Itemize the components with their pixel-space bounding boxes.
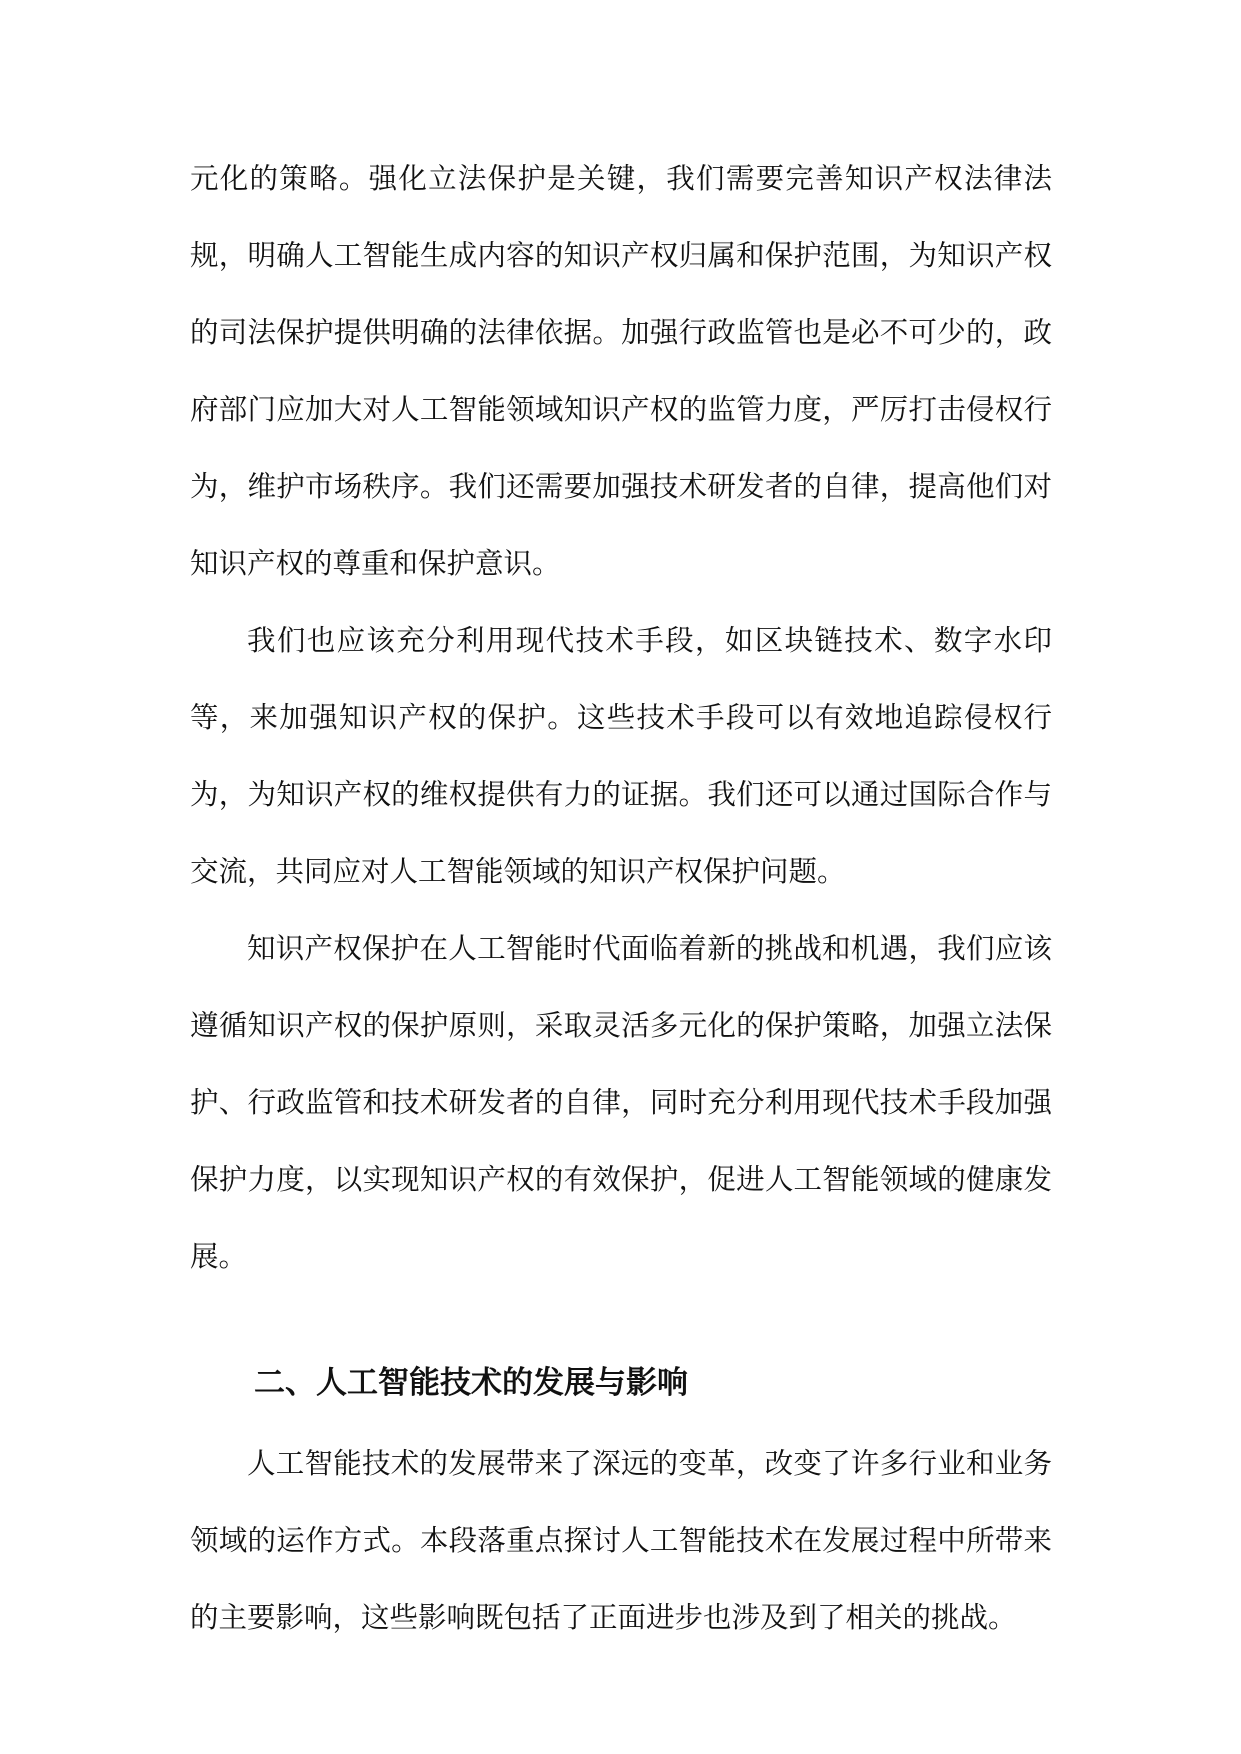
paragraph-continuation: 元化的策略。强化立法保护是关键，我们需要完善知识产权法律法规，明确人工智能生成内容的知识产权归属和保护范围，为知识产权的司法保护提供明确的法律依据。加强行政监管也是必不可少的，政府部门应加大对人工智能领域知识产权的监管力度，严厉打击侵权行为，维护市场秩序。我们还需要加强技术研发者的自律，提高他们对知识产权的尊重和保护意识。: [190, 162, 1052, 580]
paragraph-summary: 知识产权保护在人工智能时代面临着新的挑战和机遇，我们应该遵循知识产权的保护原则，采取灵活多元化的保护策略，加强立法保护、行政监管和技术研发者的自律，同时充分利用现代技术手段加强保护力度，以实现知识产权的有效保护，促进人工智能领域的健康发展。: [190, 932, 1052, 1273]
paragraph-ai-development: 人工智能技术的发展带来了深远的变革，改变了许多行业和业务领域的运作方式。本段落重点探讨人工智能技术在发展过程中所带来的主要影响，这些影响既包括了正面进步也涉及到了相关的挑战。: [190, 1447, 1052, 1634]
paragraph-technical-means: 我们也应该充分利用现代技术手段，如区块链技术、数字水印等，来加强知识产权的保护。这些技术手段可以有效地追踪侵权行为，为知识产权的维权提供有力的证据。我们还可以通过国际合作与交流，共同应对人工智能领域的知识产权保护问题。: [190, 624, 1052, 888]
section-heading: 二、人工智能技术的发展与影响: [254, 1365, 688, 1401]
document-body: [190, 140, 1052, 1656]
